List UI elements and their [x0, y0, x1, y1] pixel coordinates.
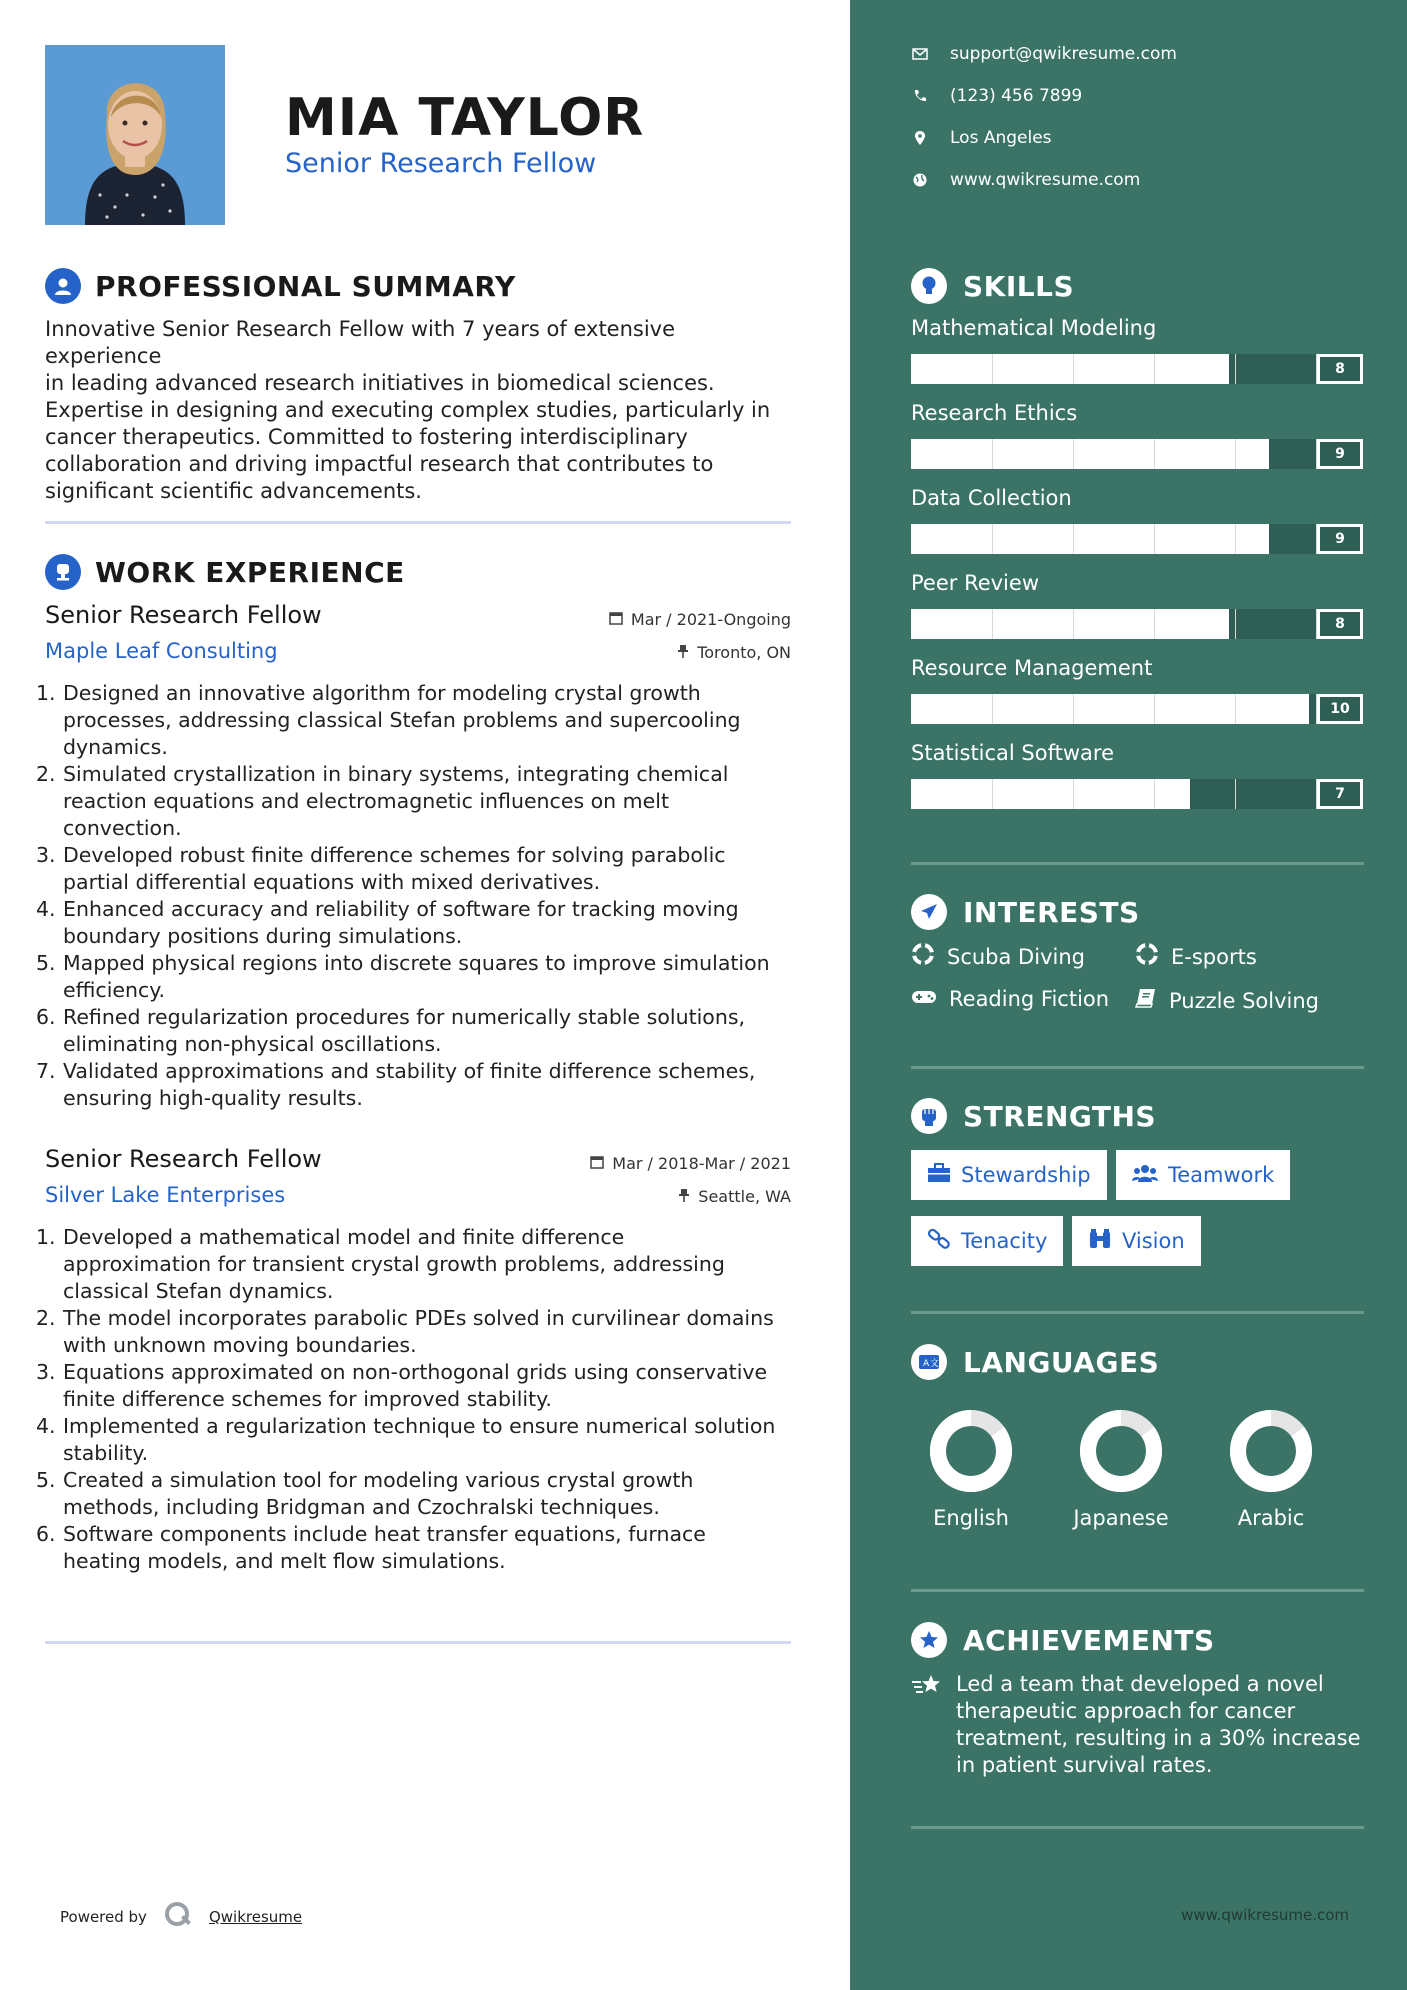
- skill-label: Mathematical Modeling: [911, 316, 1157, 340]
- bullet-text: [63, 1305, 774, 1359]
- skill-bar-tick: [992, 609, 993, 639]
- skill-bar-fill: [911, 354, 1229, 384]
- bullet-line: stability.: [63, 1441, 149, 1465]
- bullet-number: 4.: [36, 897, 56, 921]
- bullet-text: [63, 1521, 706, 1575]
- job-location-text: Toronto, ON: [697, 643, 791, 662]
- summary-heading: [45, 268, 516, 304]
- svg-text:文: 文: [930, 1359, 940, 1369]
- bullet-line: partial differential equations with mixed derivatives.: [63, 870, 601, 894]
- skill-score: 7: [1317, 779, 1363, 809]
- skill-bar-tick: [992, 779, 993, 809]
- bullet-line: Designed an innovative algorithm for modeling crystal growth: [63, 681, 701, 705]
- bullet-text: [63, 896, 739, 950]
- skills-heading: [911, 268, 1074, 304]
- map-marker-icon: [912, 130, 928, 146]
- achievements-title: ACHIEVEMENTS: [963, 1623, 1215, 1657]
- strength-label: Stewardship: [961, 1163, 1091, 1187]
- language-donut: [1051, 1406, 1191, 1496]
- job-bullet-item: [36, 1305, 796, 1359]
- achievement-line: Led a team that developed a novel: [956, 1672, 1324, 1696]
- language-item: [1201, 1406, 1341, 1530]
- strength-badge: [1072, 1216, 1201, 1266]
- life-ring-icon: [911, 942, 935, 971]
- interest-item: [1135, 987, 1319, 1014]
- job-bullet-item: [36, 950, 796, 1004]
- interest-label: Puzzle Solving: [1169, 988, 1319, 1013]
- skill-label: Statistical Software: [911, 741, 1115, 765]
- bullet-line: Validated approximations and stability of finite difference schemes,: [63, 1059, 756, 1083]
- paper-plane-icon: [911, 894, 947, 930]
- binoculars-icon: [1088, 1228, 1112, 1255]
- bullet-line: reaction equations and electromagnetic influences on melt: [63, 789, 670, 813]
- bullet-line: convection.: [63, 816, 182, 840]
- contact-website[interactable]: [912, 170, 1140, 190]
- user-icon: [45, 268, 81, 304]
- experience-heading: [45, 554, 405, 590]
- skill-bar-tick: [1073, 779, 1074, 809]
- skill-bar-tick: [1154, 439, 1155, 469]
- candidate-name: MIA TAYLOR: [285, 88, 645, 148]
- skill-label: Resource Management: [911, 656, 1153, 680]
- skill-label: Peer Review: [911, 571, 1039, 595]
- bullet-text: [63, 950, 770, 1004]
- bullet-line: Developed a mathematical model and finite difference: [63, 1225, 625, 1249]
- life-ring-icon: [1135, 942, 1159, 971]
- section-divider: [45, 1641, 791, 1644]
- job-bullet-item: [36, 761, 796, 842]
- skill-score: 9: [1317, 439, 1363, 469]
- skill-score: 9: [1317, 524, 1363, 554]
- bullet-line: Equations approximated on non-orthogonal grids using conservative: [63, 1360, 768, 1384]
- strengths-title: STRENGTHS: [963, 1099, 1157, 1133]
- bullet-number: 6.: [36, 1522, 56, 1546]
- skill-bar-tick: [1154, 609, 1155, 639]
- section-divider: [911, 1066, 1364, 1069]
- bullet-line: ensuring high-quality results.: [63, 1086, 363, 1110]
- contact-email-text: support@qwikresume.com: [950, 44, 1177, 64]
- strength-badge: [911, 1216, 1063, 1266]
- skill-bar-tick: [1154, 524, 1155, 554]
- job-date: [590, 1154, 791, 1173]
- bullet-number: 2.: [36, 762, 56, 786]
- users-icon: [1132, 1163, 1158, 1188]
- bullet-number: 3.: [36, 1360, 56, 1384]
- profile-photo: [45, 45, 225, 225]
- bullet-number: 1.: [36, 681, 56, 705]
- language-donut: [1201, 1406, 1341, 1496]
- achievement-line: therapeutic approach for cancer: [956, 1699, 1296, 1723]
- skill-bar-fill: [911, 439, 1269, 469]
- skill-score: 8: [1317, 354, 1363, 384]
- bullet-number: 3.: [36, 843, 56, 867]
- star-badge-icon: [911, 1622, 947, 1658]
- job-date: [609, 610, 791, 629]
- bullet-text: [63, 1058, 755, 1112]
- job-location: [678, 1187, 791, 1206]
- interest-item: [911, 987, 1109, 1011]
- skill-bar-tick: [992, 694, 993, 724]
- skill-bar-tick: [1235, 694, 1236, 724]
- job-bullet-item: [36, 1413, 796, 1467]
- language-label: Japanese: [1073, 1506, 1169, 1530]
- bullet-number: 7.: [36, 1059, 56, 1083]
- bullet-line: Software components include heat transfer equations, furnace: [63, 1522, 706, 1546]
- pin-icon: [678, 1187, 690, 1206]
- strength-label: Teamwork: [1168, 1163, 1275, 1187]
- summary-line: in leading advanced research initiatives in biomedical sciences.: [45, 371, 715, 395]
- gamepad-icon: [911, 987, 937, 1011]
- bullet-line: Simulated crystallization in binary systems, integrating chemical: [63, 762, 729, 786]
- contact-email[interactable]: [912, 44, 1177, 64]
- bullet-line: dynamics.: [63, 735, 168, 759]
- achievements-heading: [911, 1622, 1215, 1658]
- job-title: Senior Research Fellow: [45, 601, 322, 629]
- footer-brand: [60, 1900, 302, 1934]
- experience-title: WORK EXPERIENCE: [95, 555, 405, 589]
- powered-by-text: Powered by: [60, 1908, 147, 1926]
- bullet-line: efficiency.: [63, 978, 165, 1002]
- section-divider: [911, 1311, 1364, 1314]
- skill-bar-tick: [1235, 524, 1236, 554]
- svg-text:A: A: [923, 1359, 930, 1369]
- briefcase-icon: [927, 1163, 951, 1188]
- skill-bar-fill: [911, 524, 1269, 554]
- skill-bar-tick: [992, 354, 993, 384]
- bullet-line: Implemented a regularization technique to ensure numerical solution: [63, 1414, 776, 1438]
- skill-bar-tick: [1154, 354, 1155, 384]
- bullet-text: [63, 1004, 745, 1058]
- bullet-number: 5.: [36, 1468, 56, 1492]
- skill-bar-tick: [1073, 524, 1074, 554]
- job-date-text: Mar / 2021-Ongoing: [630, 610, 791, 629]
- interests-title: INTERESTS: [963, 895, 1140, 929]
- skill-bar-tick: [992, 439, 993, 469]
- job-bullet-item: [36, 1359, 796, 1413]
- summary-line: collaboration and driving impactful research that contributes to: [45, 452, 714, 476]
- bullet-line: Created a simulation tool for modeling various crystal growth: [63, 1468, 694, 1492]
- interests-heading: [911, 894, 1140, 930]
- language-label: Arabic: [1237, 1506, 1305, 1530]
- language-donut: [901, 1406, 1041, 1496]
- contact-location: [912, 128, 1052, 148]
- summary-title: PROFESSIONAL SUMMARY: [95, 269, 516, 303]
- languages-title: LANGUAGES: [963, 1345, 1160, 1379]
- language-item: [901, 1406, 1041, 1530]
- skill-score: 8: [1317, 609, 1363, 639]
- bullet-number: 4.: [36, 1414, 56, 1438]
- interest-label: E-sports: [1171, 944, 1257, 969]
- strengths-heading: [911, 1098, 1156, 1134]
- phone-icon: [912, 88, 928, 104]
- skill-bar-tick: [1235, 354, 1236, 384]
- skill-bar: [911, 609, 1317, 639]
- contact-phone[interactable]: [912, 86, 1082, 106]
- bullet-line: heating models, and melt flow simulations.: [63, 1549, 506, 1573]
- interest-item: [911, 942, 1085, 971]
- section-divider: [911, 862, 1364, 865]
- achievement-line: in patient survival rates.: [956, 1753, 1213, 1777]
- bullet-line: processes, addressing classical Stefan problems and supercooling: [63, 708, 741, 732]
- skill-bar: [911, 779, 1317, 809]
- bullet-text: [63, 680, 741, 761]
- bullet-line: with unknown moving boundaries.: [63, 1333, 417, 1357]
- bullet-text: [63, 761, 728, 842]
- bullet-text: [63, 842, 726, 896]
- bullet-line: methods, including Bridgman and Czochralski techniques.: [63, 1495, 660, 1519]
- section-divider: [911, 1589, 1364, 1592]
- skill-label: Data Collection: [911, 486, 1072, 510]
- job-bullet-item: [36, 1058, 796, 1112]
- skill-bar-fill: [911, 694, 1309, 724]
- bullet-line: Enhanced accuracy and reliability of software for tracking moving: [63, 897, 739, 921]
- interest-label: Scuba Diving: [947, 944, 1085, 969]
- job-location: [677, 643, 791, 662]
- contact-phone-text: (123) 456 7899: [950, 86, 1083, 106]
- skill-bar-tick: [1235, 439, 1236, 469]
- job-bullet-item: [36, 1224, 796, 1305]
- bullet-line: eliminating non-physical oscillations.: [63, 1032, 442, 1056]
- pin-icon: [677, 643, 689, 662]
- footer-site[interactable]: www.qwikresume.com: [1181, 1906, 1349, 1924]
- job-bullet-item: [36, 1004, 796, 1058]
- skills-title: SKILLS: [963, 269, 1075, 303]
- job-bullets: [36, 680, 796, 1112]
- bullet-text: [63, 1224, 725, 1305]
- summary-line: significant scientific advancements.: [45, 479, 422, 503]
- lightbulb-icon: [911, 268, 947, 304]
- briefcase-chair-icon: [45, 554, 81, 590]
- contact-website-text: www.qwikresume.com: [950, 170, 1141, 190]
- skill-score: 10: [1317, 694, 1363, 724]
- achievement-line: treatment, resulting in a 30% increase: [956, 1726, 1361, 1750]
- bullet-line: Developed robust finite difference schemes for solving parabolic: [63, 843, 726, 867]
- skill-bar-tick: [992, 524, 993, 554]
- bullet-line: Refined regularization procedures for numerically stable solutions,: [63, 1005, 746, 1029]
- strength-badge: [911, 1150, 1107, 1200]
- section-divider: [911, 1826, 1364, 1829]
- bullet-line: classical Stefan dynamics.: [63, 1279, 334, 1303]
- skill-bar-tick: [1235, 779, 1236, 809]
- skill-bar-tick: [1073, 354, 1074, 384]
- calendar-icon: [609, 610, 623, 629]
- book-icon: [1135, 987, 1157, 1014]
- skill-label: Research Ethics: [911, 401, 1078, 425]
- section-divider: [45, 521, 791, 524]
- calendar-icon: [590, 1154, 604, 1173]
- candidate-role: Senior Research Fellow: [285, 148, 597, 179]
- bullet-line: approximation for transient crystal growth problems, addressing: [63, 1252, 725, 1276]
- bullet-number: 1.: [36, 1225, 56, 1249]
- language-icon: [911, 1344, 947, 1380]
- interest-label: Reading Fiction: [949, 987, 1110, 1011]
- achievement-text: [956, 1671, 1366, 1779]
- summary-line: Expertise in designing and executing complex studies, particularly in: [45, 398, 771, 422]
- language-label: English: [933, 1506, 1009, 1530]
- qwikresume-link[interactable]: Qwikresume: [208, 1908, 303, 1926]
- bullet-line: Mapped physical regions into discrete squares to improve simulation: [63, 951, 770, 975]
- qwikresume-logo-icon: [163, 1900, 193, 1934]
- bullet-number: 6.: [36, 1005, 56, 1029]
- bullet-text: [63, 1467, 693, 1521]
- skill-bar-tick: [1073, 694, 1074, 724]
- job-bullet-item: [36, 680, 796, 761]
- job-bullet-item: [36, 896, 796, 950]
- skill-bar: [911, 694, 1317, 724]
- skill-bar-tick: [1235, 609, 1236, 639]
- strength-badge: [1116, 1150, 1290, 1200]
- bullet-text: [63, 1359, 767, 1413]
- envelope-icon: [912, 46, 928, 62]
- languages-heading: [911, 1344, 1159, 1380]
- skill-bar: [911, 524, 1317, 554]
- skill-bar: [911, 354, 1317, 384]
- job-bullets: [36, 1224, 796, 1575]
- bullet-line: boundary positions during simulations.: [63, 924, 463, 948]
- strength-label: Vision: [1122, 1229, 1185, 1253]
- link-icon: [927, 1228, 951, 1255]
- bullet-number: 5.: [36, 951, 56, 975]
- bullet-line: The model incorporates parabolic PDEs solved in curvilinear domains: [63, 1306, 774, 1330]
- bullet-text: [63, 1413, 775, 1467]
- summary-line: Innovative Senior Research Fellow with 7 years of extensive experience: [45, 317, 676, 368]
- skill-bar-fill: [911, 779, 1190, 809]
- job-location-text: Seattle, WA: [698, 1187, 791, 1206]
- skill-bar: [911, 439, 1317, 469]
- skill-bar-tick: [1154, 779, 1155, 809]
- job-bullet-item: [36, 1521, 796, 1575]
- language-item: [1051, 1406, 1191, 1530]
- globe-icon: [912, 172, 928, 188]
- skill-bar-tick: [1154, 694, 1155, 724]
- summary-line: cancer therapeutics. Committed to fostering interdisciplinary: [45, 425, 688, 449]
- summary-text: [45, 316, 795, 505]
- bullet-line: finite difference schemes for improved stability.: [63, 1387, 552, 1411]
- job-date-text: Mar / 2018-Mar / 2021: [612, 1154, 791, 1173]
- skill-bar-tick: [1073, 609, 1074, 639]
- bullet-number: 2.: [36, 1306, 56, 1330]
- skill-bar-tick: [1073, 439, 1074, 469]
- contact-location-text: Los Angeles: [950, 128, 1052, 148]
- job-bullet-item: [36, 842, 796, 896]
- job-company: Silver Lake Enterprises: [45, 1183, 286, 1207]
- fist-icon: [911, 1098, 947, 1134]
- job-bullet-item: [36, 1467, 796, 1521]
- skill-bar-fill: [911, 609, 1229, 639]
- job-company: Maple Leaf Consulting: [45, 639, 278, 663]
- strength-label: Tenacity: [961, 1229, 1048, 1253]
- job-title: Senior Research Fellow: [45, 1145, 322, 1173]
- shooting-star-icon: [911, 1673, 943, 1701]
- interest-item: [1135, 942, 1257, 971]
